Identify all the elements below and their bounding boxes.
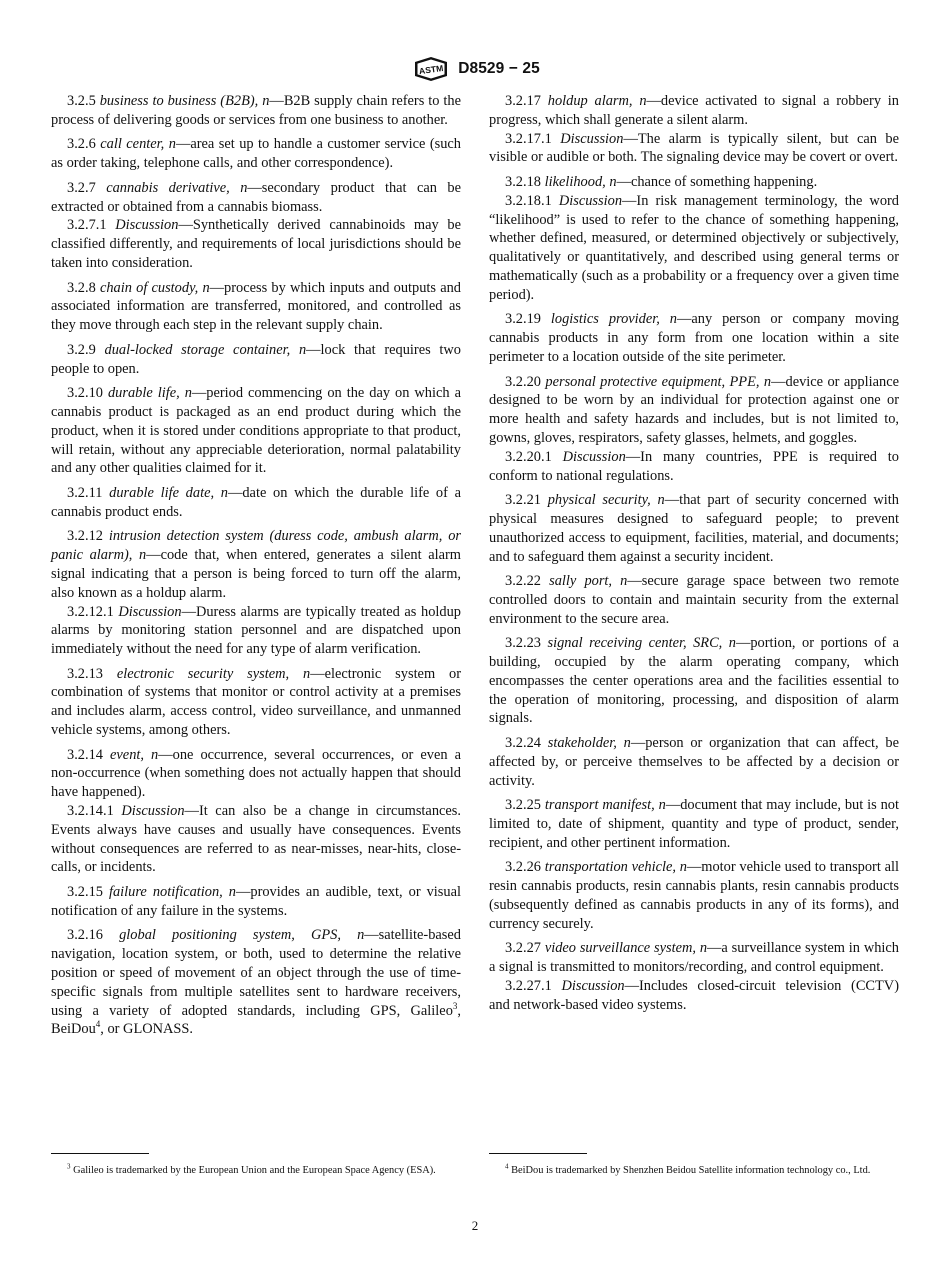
footnote-mark-4: 4 [505,1162,509,1171]
discussion-3-2-14-1: 3.2.14.1 Discussion—It can also be a change in circumstances. Events always have causes and usually have consequences. Events without consequences are referred to as near-misses, near-hits, close-calls, or incidents. [51,803,461,876]
page-header [0,56,950,82]
standard-designation: D8529 − 25 [458,60,540,77]
discussion-3-2-27-1: 3.2.27.1 Discussion—Includes closed-circuit television (CCTV) and network-based video systems. [489,978,899,1013]
footnote-4-text: BeiDou is trademarked by Shenzhen Beidou Satellite information technology co., Ltd. [508,1165,871,1176]
discussion-3-2-12-1: 3.2.12.1 Discussion—Duress alarms are typically treated as holdup alarms by monitoring station personnel and are dispatched upon immediately without the need for any type of alarm verification. [51,603,461,658]
definition-3-2-13: 3.2.13 electronic security system, n—electronic system or combination of systems that monitor or control activity at a premises and includes alarm, access control, video surveillance, and unmanned vehicle systems, among others. [51,665,461,739]
discussion-3-2-18-1: 3.2.18.1 Discussion—In risk management terminology, the word “likelihood” is used to refer to the chance of something happening, whether defined, measured, or determined objectively or subjectively, qualitatively or quantitatively, and described using general terms or mathematically (such as a probability or a frequency over a given time period). [489,192,899,303]
footnote-divider-right [489,1153,587,1154]
definition-3-2-14: 3.2.14 event, n—one occurrence, several occurrences, or even a non-occurrence (when something does not actually happen that should have happened). [51,746,461,801]
definition-3-2-26: 3.2.26 transportation vehicle, n—motor vehicle used to transport all resin cannabis products, resin cannabis plants, resin cannabis products (subsequently defined as cannabis products in any of its forms), and currency securely. [489,859,899,932]
definition-3-2-20: 3.2.20 personal protective equipment, PPE, n—device or appliance designed to be worn by an individual for protection against one or more health and safety hazards and includes, but is not limited to, gowns, gloves, respirators, safety glasses, helmets, and goggles. [489,373,899,446]
definition-3-2-21: 3.2.21 physical security, n—that part of security concerned with physical measures designed to safeguard people; to prevent unauthorized access to equipment, facilities, material, and documents; and to safeguard them against a security incident. [489,492,899,565]
definition-3-2-16: 3.2.16 global positioning system, GPS, n—satellite-based navigation, location system, or both, used to determine the relative position or speed of movement of an object through the use of time-specific signals from multiple satellites sent to hardware receivers, using a variety of adopted standards, including GPS, Galileo$^3$, BeiDou$^4$, or GLONASS. [51,927,461,1038]
definition-3-2-11: 3.2.11 durable life date, n—date on which the durable life of a cannabis product ends. [51,484,461,520]
page-number: 2 [471,1218,479,1233]
definition-3-2-15: 3.2.15 failure notification, n—provides an audible, text, or visual notification of any failure in the systems. [51,884,461,919]
definition-3-2-24: 3.2.24 stakeholder, n—person or organization that can affect, be affected by, or perceive themselves to be affected by a decision or activity. [489,735,899,789]
footnote-divider-left [51,1153,149,1154]
right-column [489,92,899,1020]
definition-3-2-9: 3.2.9 dual-locked storage container, n—lock that requires two people to open. [51,341,461,377]
footnote-3 [51,1163,461,1178]
footnote-ref-3[interactable]: 3 [452,1000,458,1011]
definition-3-2-10: 3.2.10 durable life, n—period commencing on the day on which a cannabis product is packaged as an end product during which the product, when it is stored under conditions appropriate to that product, will retain, without any appreciable deterioration, normal palatability and any other qualities claimed for it. [51,385,461,477]
footnote-3-text: Galileo is trademarked by the European Union and the European Space Agency (ESA). [70,1165,436,1176]
footnote-mark-3: 3 [67,1162,71,1171]
footnote-4 [489,1163,899,1178]
definition-3-2-25: 3.2.25 transport manifest, n—document that may include, but is not limited to, date of shipment, quantity and type of product, sender, recipient, and other pertinent information. [489,797,899,851]
astm-logo-icon [410,56,452,82]
discussion-3-2-7-1: 3.2.7.1 Discussion—Synthetically derived cannabinoids may be classified differently, and requirements of local jurisdictions should be taken into consideration. [51,217,461,271]
definition-3-2-8: 3.2.8 chain of custody, n—process by which inputs and outputs and associated information are transferred, monitored, and controlled as they move through each step in the relevant supply chain. [51,279,461,334]
definition-3-2-17: 3.2.17 holdup alarm, n—device activated to signal a robbery in progress, which shall generate a silent alarm. [489,93,899,128]
discussion-3-2-17-1: 3.2.17.1 Discussion—The alarm is typically silent, but can be visible or audible or both. The signaling device may be covert or overt. [489,130,899,166]
definition-3-2-6: 3.2.6 call center, n—area set up to handle a customer service (such as order taking, telephone calls, and other correspondence). [51,136,461,172]
definition-3-2-18: 3.2.18 likelihood, n—chance of something happening. [505,173,818,190]
footnote-ref-4[interactable]: 4 [95,1019,101,1030]
definition-3-2-27: 3.2.27 video surveillance system, n—a surveillance system in which a signal is transmitted to monitors/recording, and control equipment. [489,940,899,976]
astm-logo-text: ASTM [418,62,445,77]
definition-3-2-22: 3.2.22 sally port, n—secure garage space between two remote controlled doors to contain and maintain security from the external environment to the secure area. [489,573,899,627]
discussion-3-2-20-1: 3.2.20.1 Discussion—In many countries, PPE is required to conform to national regulations. [489,448,899,484]
definition-3-2-12: 3.2.12 intrusion detection system (duress code, ambush alarm, or panic alarm), n—code that, when entered, generates a silent alarm signal indicating that a person is being forced to turn off the alarm, also known as a holdup alarm. [51,528,461,601]
definition-3-2-23: 3.2.23 signal receiving center, SRC, n—portion, or portions of a building, occupied by the alarm operating company, which encompasses the center operations area and the facilities essential to the operation of monitoring, processing, and disposition of alarm signals. [489,635,899,727]
definition-3-2-7: 3.2.7 cannabis derivative, n—secondary product that can be extracted or obtained from a cannabis biomass. [51,179,461,215]
definition-3-2-19: 3.2.19 logistics provider, n—any person or company moving cannabis products in any form from one location within a site perimeter to a location outside of the site perimeter. [489,311,899,365]
left-column [51,92,461,1045]
definition-3-2-5: 3.2.5 business to business (B2B), n—B2B supply chain refers to the process of delivering goods or services from one business to another. [51,93,461,128]
